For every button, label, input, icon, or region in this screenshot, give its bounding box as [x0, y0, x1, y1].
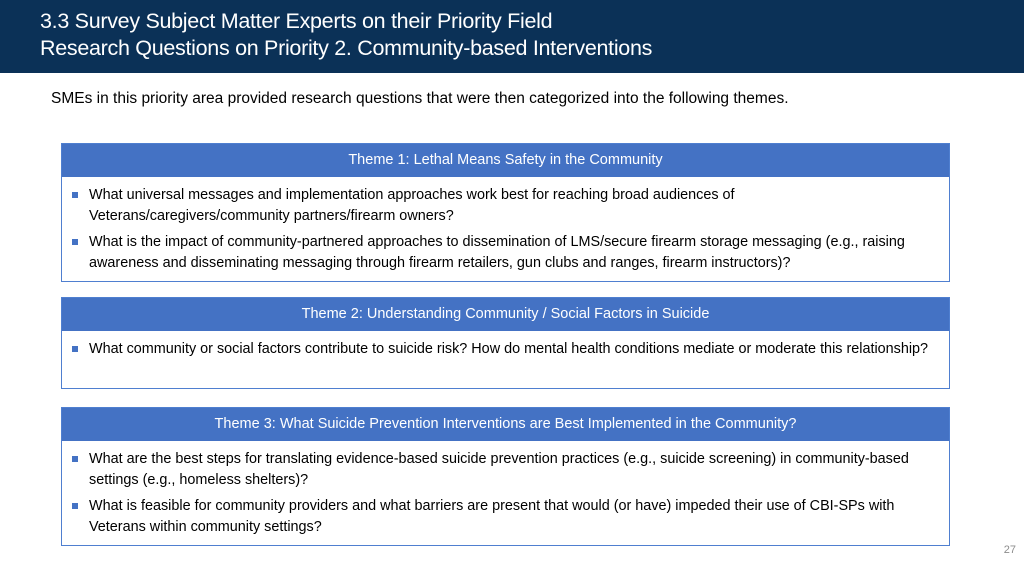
- bullet-text: What are the best steps for translating evidence-based suicide prevention practices (e.g., suicide screening) in community-based settings (e.g., homeless shelters)?: [89, 451, 909, 488]
- theme-1-body: [62, 177, 949, 279]
- bullet-item: [70, 496, 937, 537]
- bullet-item: [70, 232, 937, 273]
- square-bullet-icon: [72, 192, 78, 198]
- intro-text: SMEs in this priority area provided research questions that were then categorized into the following themes.: [51, 90, 789, 107]
- slide-title-bar: [0, 0, 1024, 73]
- bullet-item: [70, 449, 937, 490]
- page-number: 27: [1003, 544, 1016, 556]
- square-bullet-icon: [72, 346, 78, 352]
- slide-title-line-2: Research Questions on Priority 2. Community-based Interventions: [40, 36, 653, 60]
- slide-title-line-1: 3.3 Survey Subject Matter Experts on their Priority Field: [40, 9, 553, 33]
- theme-3-header: Theme 3: What Suicide Prevention Interventions are Best Implemented in the Community?: [62, 408, 949, 441]
- bullet-text: What is the impact of community-partnered approaches to dissemination of LMS/secure firearm storage messaging (e.g., raising awareness and disseminating messaging through firearm retailers, gun clubs and ranges, firearm instructors)?: [89, 234, 905, 271]
- bullet-item: [70, 185, 937, 226]
- theme-2-box: [61, 297, 950, 389]
- theme-3-body: [62, 441, 949, 543]
- bullet-text: What is feasible for community providers and what barriers are present that would (or have) impeded their use of CBI-SPs with Veterans within community settings?: [89, 498, 895, 535]
- theme-2-body: [62, 331, 949, 366]
- square-bullet-icon: [72, 239, 78, 245]
- square-bullet-icon: [72, 503, 78, 509]
- theme-3-box: [61, 407, 950, 546]
- bullet-text: What community or social factors contribute to suicide risk? How do mental health conditions mediate or moderate this relationship?: [89, 341, 929, 357]
- theme-1-header: Theme 1: Lethal Means Safety in the Community: [62, 144, 949, 177]
- theme-2-header: Theme 2: Understanding Community / Social Factors in Suicide: [62, 298, 949, 331]
- bullet-item: [70, 339, 937, 360]
- theme-1-box: [61, 143, 950, 282]
- square-bullet-icon: [72, 456, 78, 462]
- bullet-text: What universal messages and implementation approaches work best for reaching broad audiences of Veterans/caregivers/community partners/firearm owners?: [89, 187, 735, 224]
